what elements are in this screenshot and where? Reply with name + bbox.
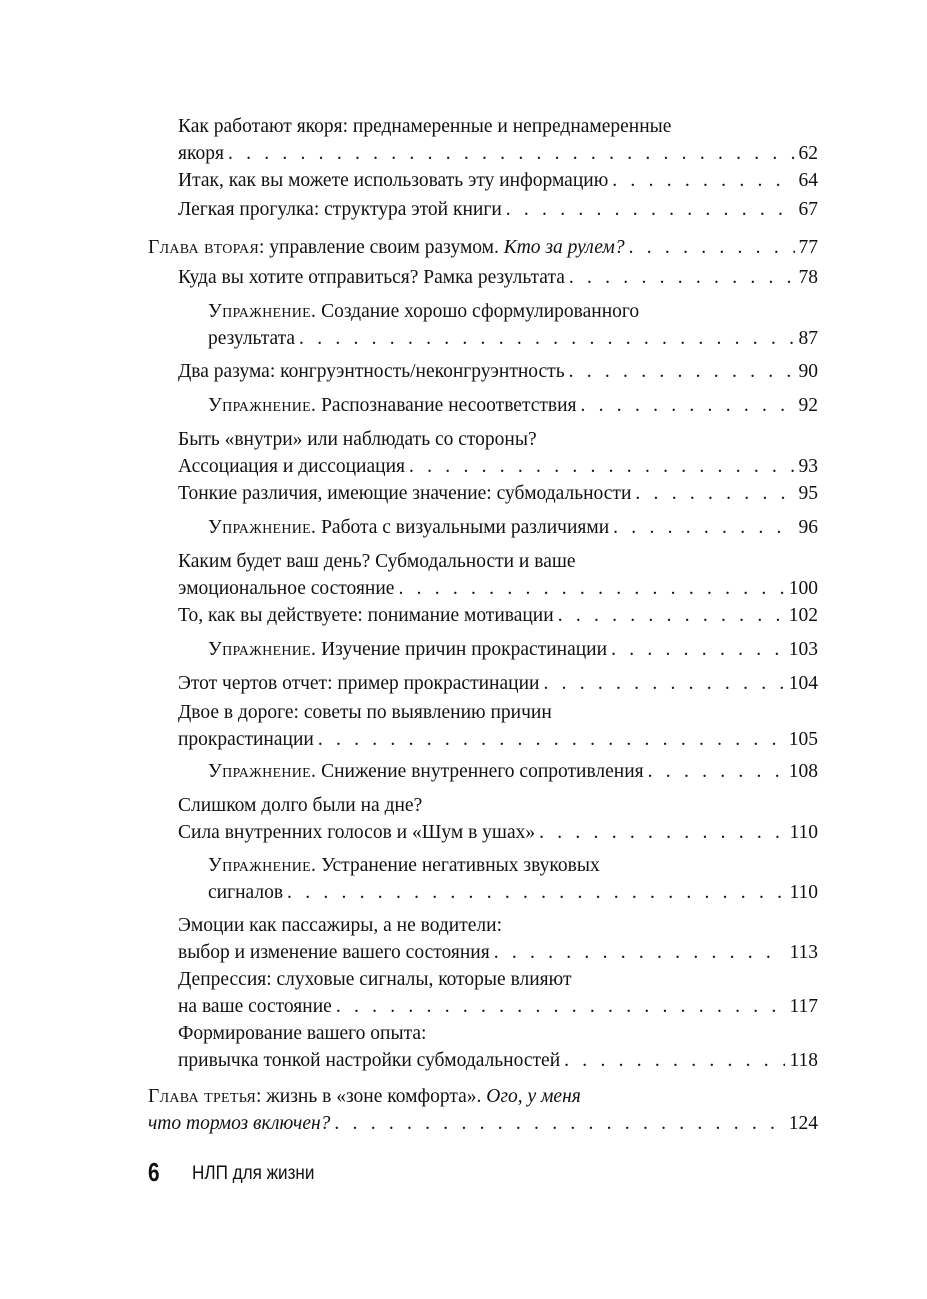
- toc-entry: [178, 912, 818, 966]
- exercise-title: Распознавание несоответствия: [316, 395, 577, 416]
- toc-entry: [178, 358, 818, 385]
- toc-entry: [178, 264, 818, 291]
- exercise-title: Изучение причин прокрастинации: [316, 639, 608, 660]
- chapter-label: Глава третья: [148, 1086, 256, 1107]
- exercise-label: Упражнение.: [208, 517, 317, 538]
- leader-dots: [612, 167, 794, 194]
- leader-dots: [613, 514, 794, 541]
- toc-page-number: 108: [788, 761, 818, 782]
- toc-page-number: 105: [788, 729, 818, 750]
- leader-dots: [287, 879, 785, 906]
- toc-entry-text: Ассоциация и диссоциация: [178, 456, 405, 477]
- toc-entry: [178, 699, 818, 753]
- toc-entry: [178, 426, 818, 480]
- leader-dots: [543, 670, 784, 697]
- toc-entry-text: [208, 392, 577, 419]
- leader-dots: [581, 392, 795, 419]
- running-title: НЛП для жизни: [192, 1163, 315, 1184]
- leader-dots: [318, 726, 785, 753]
- leader-dots: [409, 453, 795, 480]
- toc-page-number: 102: [788, 605, 818, 626]
- toc-entry-text: выбор и изменение вашего состояния: [178, 942, 490, 963]
- toc-entry: [178, 966, 818, 1020]
- toc-entry-text: [208, 636, 607, 663]
- leader-dots: [334, 1110, 784, 1137]
- chapter-subtitle: Кто за рулем?: [503, 237, 625, 258]
- toc-entry-text: Двое в дороге: советы по выявлению причин: [178, 702, 552, 723]
- toc-entry: [178, 167, 818, 194]
- toc-entry-text: [208, 514, 609, 541]
- exercise-label: Упражнение.: [208, 761, 317, 782]
- toc-entry: [178, 792, 818, 846]
- toc-entry-text: якоря: [178, 143, 224, 164]
- toc-entry-text: Формирование вашего опыта:: [178, 1023, 427, 1044]
- toc-entry-text: [148, 1110, 330, 1137]
- toc-page-number: 118: [789, 1050, 818, 1071]
- toc-page-number: 64: [798, 170, 818, 191]
- toc-exercise-entry: [208, 298, 818, 352]
- toc-entry-text: Каким будет ваш день? Субмодальности и ваше: [178, 551, 576, 572]
- toc-entry: [178, 1020, 818, 1074]
- toc-entry-text: привычка тонкой настройки субмодальностей: [178, 1050, 561, 1071]
- toc-page-number: 104: [788, 673, 818, 694]
- chapter-label: Глава вторая: [148, 237, 259, 258]
- toc-entry-text: [208, 758, 644, 785]
- toc-page-number: 110: [789, 882, 818, 903]
- toc-exercise-entry: [208, 514, 818, 541]
- chapter-title: : жизнь в «зоне комфорта».: [256, 1086, 487, 1107]
- toc-chapter-entry: [148, 1083, 818, 1137]
- exercise-label: Упражнение.: [208, 395, 317, 416]
- toc-entry-text: [208, 852, 600, 879]
- exercise-title: Создание хорошо сформулированного: [316, 301, 640, 322]
- toc-exercise-entry: [208, 852, 818, 906]
- toc-entry-text: Этот чертов отчет: пример прокрастинации: [178, 673, 540, 694]
- chapter-title: : управление своим разумом.: [259, 237, 504, 258]
- toc-page-number: 87: [798, 328, 818, 349]
- toc-entry: [178, 113, 818, 167]
- toc-page-number: 113: [789, 942, 818, 963]
- toc-entry: [178, 670, 818, 697]
- leader-dots: [539, 819, 785, 846]
- toc-exercise-entry: [208, 636, 818, 663]
- toc-page-number: 96: [798, 517, 818, 538]
- toc-chapter-entry: [148, 234, 818, 261]
- exercise-label: Упражнение.: [208, 301, 317, 322]
- chapter-subtitle-continued: что тормоз включен?: [148, 1113, 331, 1134]
- toc-entry: [178, 480, 818, 507]
- leader-dots: [648, 758, 785, 785]
- toc-entry-text: Итак, как вы можете использовать эту информацию: [178, 170, 609, 191]
- toc-page-number: 67: [798, 199, 818, 220]
- toc-entry-text: на ваше состояние: [178, 996, 332, 1017]
- toc-entry-text: [148, 1083, 581, 1110]
- leader-dots: [494, 939, 786, 966]
- toc-entry-text: Слишком долго были на дне?: [178, 795, 423, 816]
- leader-dots: [569, 264, 795, 291]
- toc-entry-text: То, как вы действуете: понимание мотивации: [178, 605, 554, 626]
- toc-page-number: 110: [789, 822, 818, 843]
- toc-entry-text: Быть «внутри» или наблюдать со стороны?: [178, 429, 537, 450]
- exercise-title: Снижение внутреннего сопротивления: [316, 761, 644, 782]
- leader-dots: [506, 196, 795, 223]
- toc-entry-text: Легкая прогулка: структура этой книги: [178, 199, 502, 220]
- leader-dots: [635, 480, 794, 507]
- toc-page-number: 78: [798, 267, 818, 288]
- leader-dots: [228, 140, 795, 167]
- toc-page-number: 100: [788, 578, 818, 599]
- toc-page-number: 92: [798, 395, 818, 416]
- toc-entry-text: Тонкие различия, имеющие значение: субмодальности: [178, 483, 632, 504]
- toc-entry-text: Два разума: конгруэнтность/неконгруэнтность: [178, 361, 565, 382]
- leader-dots: [629, 234, 795, 261]
- toc-page-number: 90: [798, 361, 818, 382]
- leader-dots: [558, 602, 785, 629]
- toc-entry-text: [208, 298, 639, 325]
- toc-page-number: 62: [798, 143, 818, 164]
- page-number: 6: [148, 1157, 160, 1187]
- toc-page-number: 124: [788, 1113, 818, 1134]
- exercise-label: Упражнение.: [208, 639, 317, 660]
- toc-entry-text: Депрессия: слуховые сигналы, которые влияют: [178, 969, 572, 990]
- toc-entry-text: Как работают якоря: преднамеренные и непреднамеренные: [178, 116, 672, 137]
- leader-dots: [299, 325, 794, 352]
- toc-page-number: 77: [798, 237, 818, 258]
- toc-entry-text: прокрастинации: [178, 729, 314, 750]
- toc-exercise-entry: [208, 392, 818, 419]
- exercise-title: Работа с визуальными различиями: [316, 517, 610, 538]
- toc-exercise-entry: [208, 758, 818, 785]
- chapter-subtitle: Ого, у меня: [486, 1086, 581, 1107]
- exercise-title: Устранение негативных звуковых: [316, 855, 600, 876]
- toc-page-number: 103: [788, 639, 818, 660]
- toc-entry-text: результата: [208, 328, 296, 349]
- leader-dots: [611, 636, 785, 663]
- toc-entry: [178, 548, 818, 602]
- toc-entry-text: Сила внутренних голосов и «Шум в ушах»: [178, 822, 536, 843]
- toc-entry-text: Эмоции как пассажиры, а не водители:: [178, 915, 503, 936]
- exercise-label: Упражнение.: [208, 855, 317, 876]
- toc-entry-text: Куда вы хотите отправиться? Рамка результата: [178, 267, 565, 288]
- leader-dots: [336, 993, 786, 1020]
- toc-entry-text: сигналов: [208, 882, 284, 903]
- toc-page-number: 93: [798, 456, 818, 477]
- leader-dots: [564, 1047, 785, 1074]
- toc-entry: [178, 196, 818, 223]
- toc-page-number: 117: [789, 996, 818, 1017]
- toc-entry-text: [148, 234, 625, 261]
- toc-entry: [178, 602, 818, 629]
- toc-entry-text: эмоциональное состояние: [178, 578, 395, 599]
- leader-dots: [398, 575, 784, 602]
- toc-page-number: 95: [798, 483, 818, 504]
- leader-dots: [569, 358, 795, 385]
